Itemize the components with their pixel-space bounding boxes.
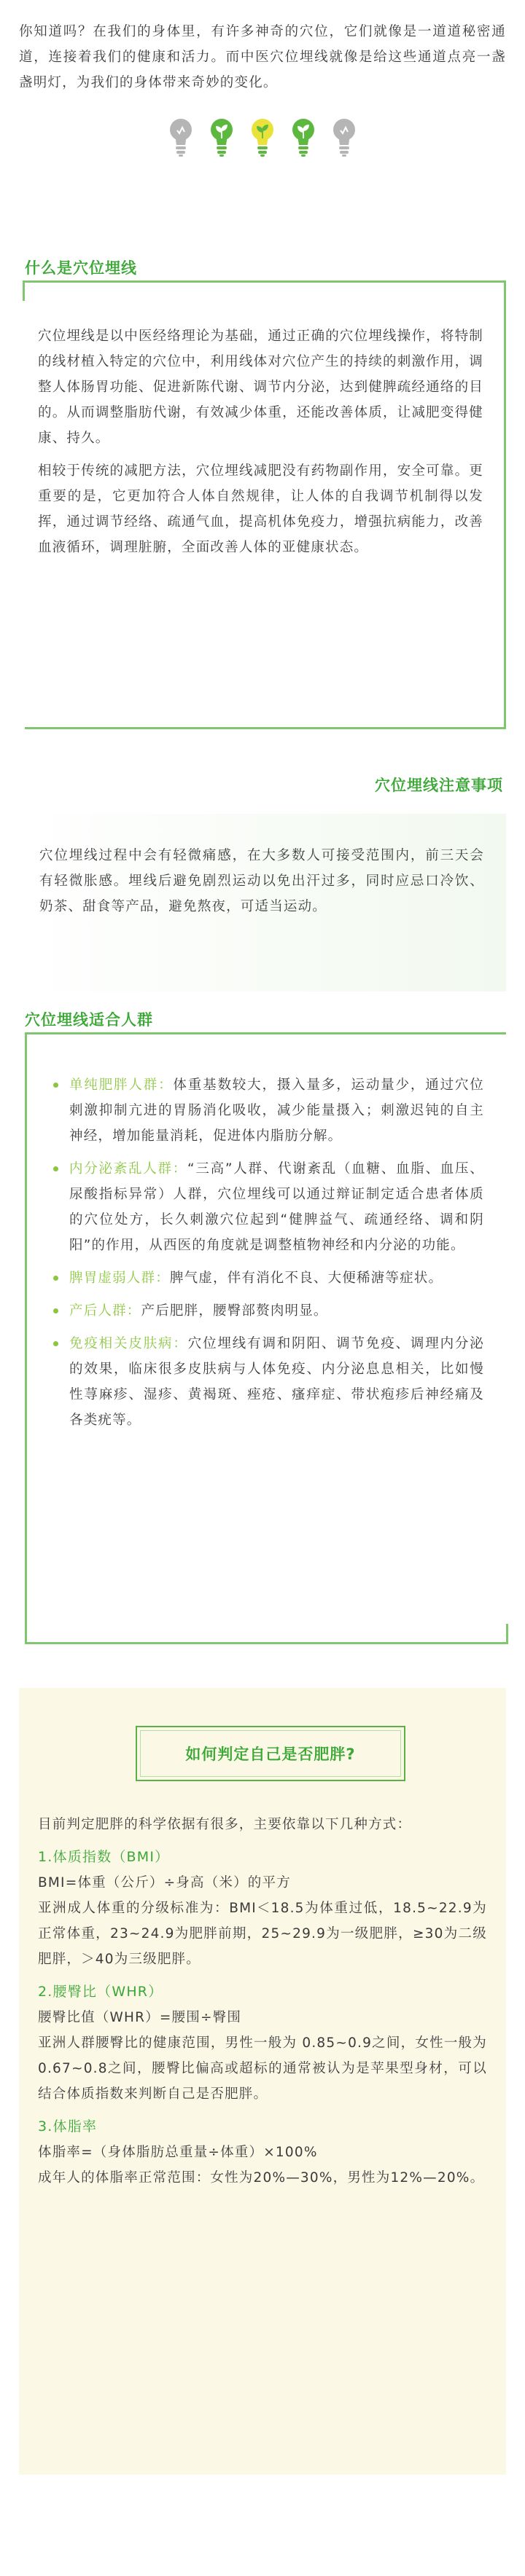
crowd-label: 内分泌紊乱人群： [69, 1161, 188, 1177]
frame-divider [23, 280, 25, 301]
list-item [53, 1072, 484, 1149]
paragraph: 穴位埋线是以中医经络理论为基础，通过正确的穴位埋线操作，将特制的线材植入特定的穴位中，利用线体对穴位产生的持续的刺激作用，调整人体肠胃功能、促进新陈代谢、调节内分泌，达到健脾疏经通络的目的。从而调整脂肪代谢，有效减少体重，还能改善体质，让减肥变得健康、持久。 [38, 329, 483, 446]
section-suitable-crowd [0, 1008, 525, 1644]
notes-text: 穴位埋线过程中会有轻微痛感，在大多数人可接受范围内，前三天会有轻微胀感。埋线后避免剧烈运动以免出汗过多，同时应忌口冷饮、奶茶、甜食等产品，避免熬夜，可适当运动。 [39, 848, 484, 914]
judge-intro: 目前判定肥胖的科学依据有很多，主要依靠以下几种方式： [38, 1817, 412, 1832]
bulb-icon-green [288, 116, 319, 158]
section-title: 如何判定自己是否肥胖? [185, 1746, 356, 1763]
crowd-label: 脾胃虚弱人群： [69, 1271, 170, 1286]
section-title: 什么是穴位埋线 [25, 259, 137, 277]
crowd-label: 免疫相关皮肤病： [69, 1336, 188, 1351]
section-title-notes: 穴位埋线注意事项 [375, 777, 503, 794]
bmi-text: 亚洲成人体重的分级标准为：BMI＜18.5为体重过低，18.5~22.9为正常体重，23~24.9为肥胖前期，25~29.9为一级肥胖，≥30为二级肥胖，＞40为三级肥胖。 [38, 1901, 487, 1967]
whr-text: 亚洲人群腰臀比的健康范围，男性一般为 0.85~0.9之间，女性一般为 0.67~0.8之间，腰臀比偏高或超标的通常被认为是苹果型身材，可以结合体质指数来判断自己是否肥胖。 [38, 2035, 487, 2102]
bulb-icon-gray [329, 116, 359, 158]
bodyfat-title: 3.体脂率 [38, 2118, 98, 2135]
crowd-text: 产后肥胖，腰臀部赘肉明显。 [141, 1303, 328, 1319]
section-frame [25, 1032, 506, 1644]
bottom-spacer [0, 2475, 525, 2504]
bulb-icon-yellow [247, 116, 278, 158]
crowd-label: 单纯肥胖人群： [69, 1077, 174, 1093]
crowd-text: “三高”人群、代谢紊乱（血糖、血脂、血压、尿酸指标异常）人群，穴位埋线可以通过辩证制定适合患者体质的穴位处方，长久刺激穴位起到“健脾益气、疏通经络、调和阴阳”的作用，从西医的角度就是调整植物神经和内分泌的功能。 [69, 1161, 484, 1253]
list-item [53, 1265, 484, 1291]
bodyfat-formula: 体脂率=（身体脂肪总重量÷体重）×100% [38, 2145, 318, 2160]
frame-divider [506, 1624, 508, 1644]
section-notes-box [19, 814, 506, 991]
list-item [53, 1331, 484, 1433]
bmi-title: 1.体质指数（BMI） [38, 1849, 170, 1865]
section-body [38, 1812, 487, 2191]
intro-paragraph: 你知道吗？在我们的身体里，有许多神奇的穴位，它们就像是一道道秘密通道，连接着我们的健康和活力。而中医穴位埋线就像是给这些通道点亮一盏盏明灯，为我们的身体带来奇妙的变化。 [19, 24, 506, 90]
list-item [53, 1298, 484, 1324]
section-heading-box [136, 1726, 405, 1781]
whr-title: 2.腰臀比（WHR） [38, 1984, 163, 2000]
bmi-formula: BMI=体重（公斤）÷身高（米）的平方 [38, 1875, 291, 1890]
section-body [38, 323, 483, 560]
crowd-text: 体重基数较大，摄入量多，运动量少，通过穴位刺激抑制亢进的胃肠消化吸收，减少能量摄入；刺激迟钝的自主神经，增加能量消耗，促进体内脂肪分解。 [69, 1077, 485, 1144]
crowd-text: 穴位埋线有调和阴阳、调节免疫、调理内分泌的效果，临床很多皮肤病与人体免疫、内分泌息息相关，比如慢性荨麻疹、湿疹、黄褐斑、痤疮、瘙痒症、带状疱疹后神经痛及各类疣等。 [69, 1336, 484, 1428]
crowd-text: 脾气虚，伴有消化不良、大便稀溏等症状。 [169, 1271, 443, 1286]
crowd-label: 产后人群： [69, 1303, 141, 1319]
bulb-row [0, 116, 525, 160]
section-obesity-judgement [19, 1688, 506, 2475]
section-what-is-acupoint-catgut [0, 256, 525, 729]
bodyfat-text: 成年人的体脂率正常范围：女性为20%—30%，男性为12%—20%。 [38, 2170, 485, 2186]
whr-formula: 腰臀比值（WHR）=腰围÷臀围 [38, 2010, 242, 2025]
paragraph: 相较于传统的减肥方法，穴位埋线减肥没有药物副作用，安全可靠。更重要的是，它更加符合人体自然规律，让人体的自我调节机制得以发挥，通过调节经络、疏通气血，提高机体免疫力，增强抗病能力，改善血液循环，调理脏腑，全面改善人体的亚健康状态。 [38, 463, 483, 555]
bulb-icon-green [206, 116, 237, 158]
list-item [53, 1156, 484, 1258]
crowd-list [53, 1072, 484, 1440]
section-frame [25, 280, 506, 729]
section-title: 穴位埋线适合人群 [25, 1011, 153, 1029]
bulb-icon-gray [166, 116, 196, 158]
